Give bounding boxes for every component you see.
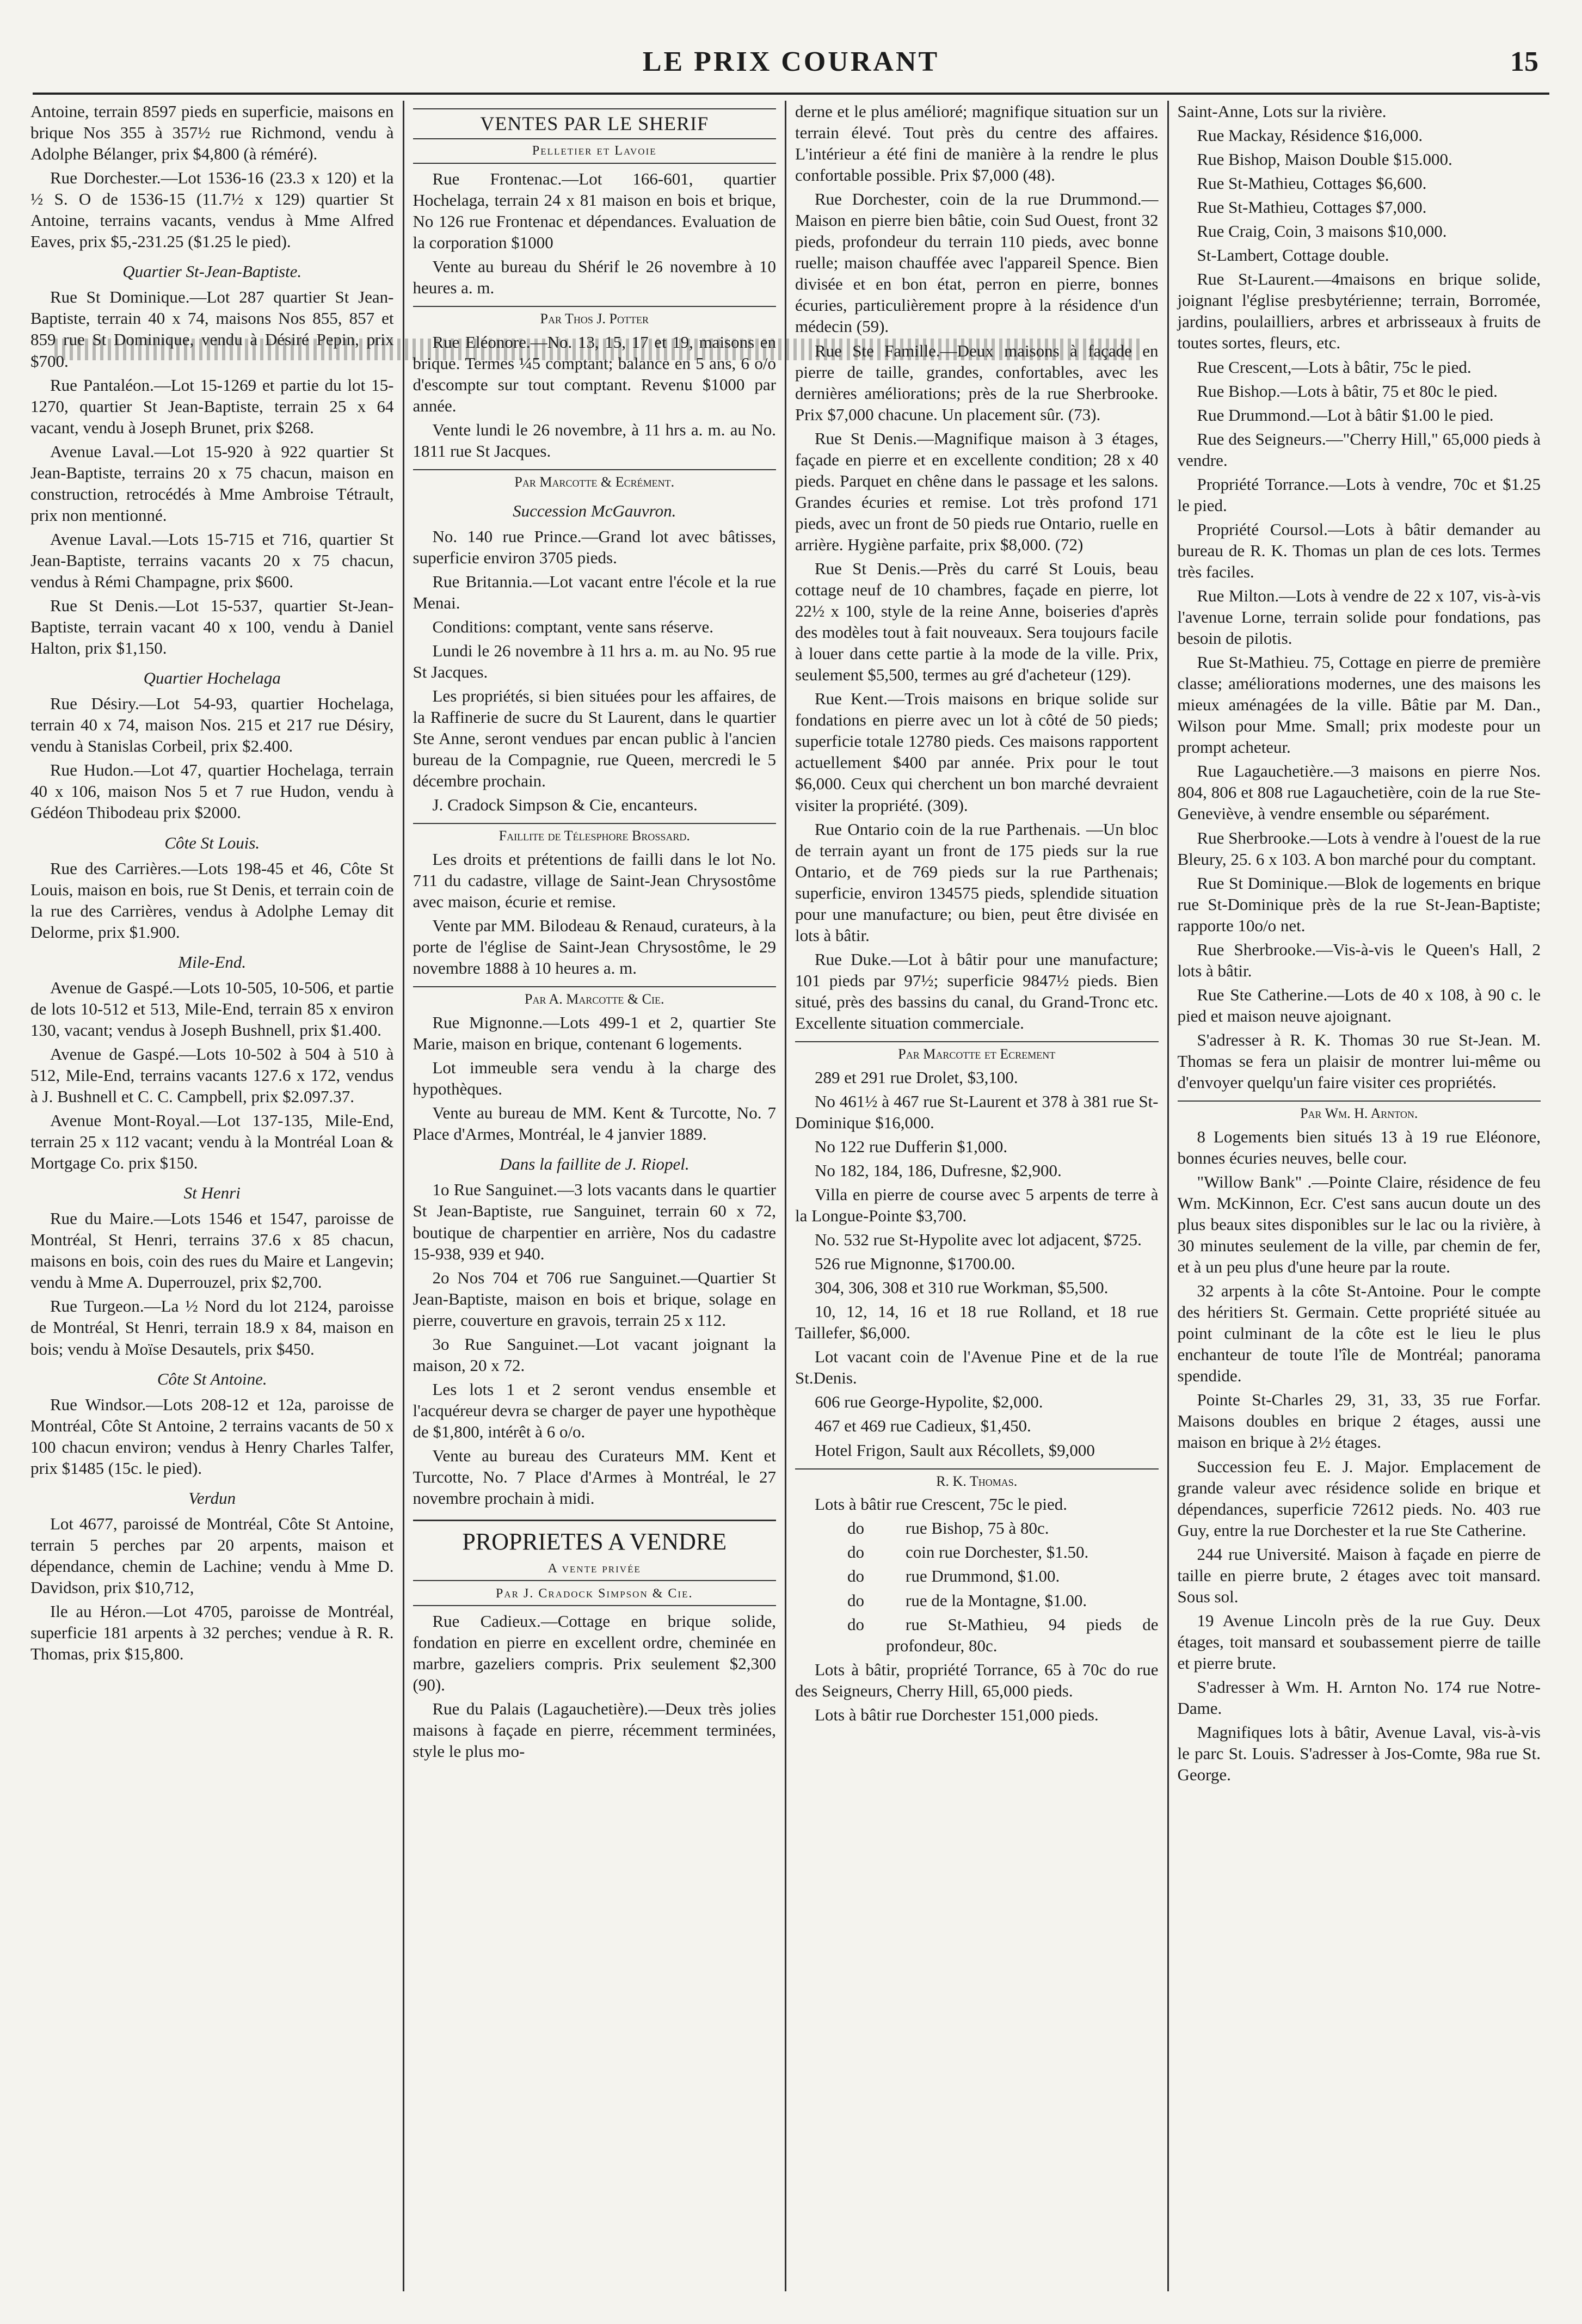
listing-paragraph: Magnifiques lots à bâtir, Avenue Laval, vis-à-vis le parc St. Louis. S'adresser à Jos-Comte, 98a rue St. George. [1177, 1723, 1541, 1785]
column-3 [786, 101, 1169, 2291]
listing-paragraph: 32 arpents à la côte St-Antoine. Pour le compte des héritiers St. Germain. Cette propriété située au point culminant de la côte est le lieu le plus enchanteur de toute l'île de Montréal; panorama spendide. [1177, 1281, 1541, 1386]
section-title: VENTES PAR LE SHERIF [413, 108, 777, 139]
listing-paragraph: Rue Ste Famille.—Deux maisons à façade en pierre de taille, grandes, confortables, avec les dernières améliorations; près de la rue Sherbrooke. Prix $7,000 chacune. Un placement sûr. (73). [795, 341, 1159, 424]
listing-paragraph: Pointe St-Charles 29, 31, 33, 35 rue Forfar. Maisons doubles en brique 2 étages, aussi une maison en brique à 2½ étages. [1177, 1390, 1541, 1452]
listing-paragraph: 2o Nos 704 et 706 rue Sanguinet.—Quartier St Jean-Baptiste, maison en bois et brique, solage en pierre, couverture en gravois, terrain 25 x 112. [413, 1268, 776, 1330]
section-title: Par J. Cradock Simpson & Cie. [413, 1585, 777, 1606]
listing-paragraph: J. Cradock Simpson & Cie, encanteurs. [432, 795, 698, 815]
listing-paragraph: Rue Crescent,—Lots à bâtir, 75c le pied. [1197, 357, 1472, 377]
listing-paragraph: No. 532 rue St-Hypolite avec lot adjacent, $725. [815, 1230, 1142, 1250]
listing-paragraph: Rue des Carrières.—Lots 198-45 et 46, Côte St Louis, maison en bois, rue St Denis, et terrain coin de la rue des Carrières, vendus à Adolphe Lemay dit Delorme, prix $1.900. [30, 858, 394, 942]
listing-paragraph: Avenue Laval.—Lots 15-715 et 716, quartier St Jean-Baptiste, terrains vacants 20 x 75 chacun, vendus à Rémi Champagne, prix $600. [30, 529, 394, 591]
listing-text: rue Bishop, 75 à 80c. [906, 1518, 1049, 1538]
listing-paragraph: Lundi le 26 novembre à 11 hrs a. m. au No. 95 rue St Jacques. [413, 641, 776, 681]
page-title: LE PRIX COURANT [642, 46, 940, 77]
listing-text: rue de la Montagne, $1.00. [906, 1590, 1087, 1610]
section-heading: Quartier Hochelaga [143, 668, 281, 688]
listing-paragraph: Rue St Dominique.—Lot 287 quartier St Jean-Baptiste, terrain 40 x 74, maisons Nos 855, 857 et 859 rue St Dominique, vendu à Désiré Pepin, prix $700. [30, 287, 394, 371]
listing-paragraph: Rue Dorchester, coin de la rue Drummond.—Maison en pierre bien bâtie, coin Sud Ouest, front 32 pieds, profondeur du terrain 110 pieds, avec bonne ruelle; maison chauffée avec l'appareil Spence. Bien divisée et en bon état, perron en pierre, bonnes écuries, particulièrement propre à la résidence d'un médecin (59). [795, 189, 1159, 336]
listing-paragraph: Hotel Frigon, Sault aux Récollets, $9,000 [815, 1440, 1095, 1460]
listing-paragraph: Rue Lagauchetière.—3 maisons en pierre Nos. 804, 806 et 808 rue Lagauchetière, coin de la rue Ste-Geneviève, à vendre ensemble ou séparément. [1177, 761, 1541, 823]
section-heading: St Henri [183, 1183, 241, 1203]
listing-line [795, 1590, 1159, 1611]
listing-paragraph: Les lots 1 et 2 seront vendus ensemble et l'acquéreur devra se charger de payer une hypothèque de $1,800, intérêt à 6 o/o. [413, 1379, 776, 1441]
ditto-mark: do [847, 1542, 864, 1562]
listing-paragraph: Rue Craig, Coin, 3 maisons $10,000. [1197, 222, 1447, 241]
column-4 [1169, 101, 1550, 2291]
section-heading: Côte St Louis. [164, 833, 260, 852]
listing-paragraph: 3o Rue Sanguinet.—Lot vacant joignant la maison, 20 x 72. [413, 1334, 776, 1375]
listing-paragraph: No 182, 184, 186, Dufresne, $2,900. [815, 1160, 1062, 1180]
listing-paragraph: Vente lundi le 26 novembre, à 11 hrs a. m. au No. 1811 rue St Jacques. [413, 420, 776, 460]
ditto-mark: do [847, 1614, 864, 1634]
listing-paragraph: 304, 306, 308 et 310 rue Workman, $5,500. [815, 1278, 1109, 1298]
section-title: Par Marcotte & Ecrément. [413, 469, 777, 491]
section-title: Par Wm. H. Arnton. [1178, 1100, 1541, 1123]
listing-paragraph: Rue Drummond.—Lot à bâtir $1.00 le pied. [1197, 405, 1494, 425]
listing-paragraph: Rue Turgeon.—La ½ Nord du lot 2124, paroisse de Montréal, St Henri, terrain 18.9 x 84, maison en bois; vendu à Moïse Desautels, prix $450. [30, 1296, 394, 1358]
listing-paragraph: Avenue de Gaspé.—Lots 10-502 à 504 à 510 à 512, Mile-End, terrains vacants 127.6 x 172, vendus à J. Bushnell et C. C. Campbell, prix $2.097.37. [30, 1044, 394, 1106]
listing-paragraph: Lot vacant coin de l'Avenue Pine et de la rue St.Denis. [795, 1347, 1159, 1388]
listing-paragraph: Rue Kent.—Trois maisons en brique solide sur fondations en pierre avec un lot à côté de 50 pieds; superficie totale 12780 pieds. Ces maisons rapportent actuellement $400 par année. Prix pour le tout $6,000. Ceux qui cherchent un bon marché devraient visiter la propriété. (309). [795, 689, 1159, 815]
section-heading: Côte St Antoine. [157, 1369, 267, 1388]
section-heading: Quartier St-Jean-Baptiste. [122, 262, 302, 281]
listing-paragraph: St-Lambert, Cottage double. [1197, 245, 1389, 265]
listing-paragraph: S'adresser à Wm. H. Arnton No. 174 rue Notre-Dame. [1177, 1677, 1541, 1718]
listing-text: rue St-Mathieu, 94 pieds de profondeur, 80c. [886, 1614, 1159, 1655]
section-title: PROPRIETES A VENDRE [413, 1520, 777, 1557]
listing-paragraph: Rue Hudon.—Lot 47, quartier Hochelaga, terrain 40 x 106, maison Nos 5 et 7 rue Hudon, vendu à Gédéon Thibodeau prix $2000. [30, 760, 394, 822]
listing-paragraph: Rue Pantaléon.—Lot 15-1269 et partie du lot 15-1270, quartier St Jean-Baptiste, terrain 25 x 64 vacant, vendu à Joseph Brunet, prix $268. [30, 375, 394, 437]
listing-paragraph: Les droits et prétentions de failli dans le lot No. 711 du cadastre, village de Saint-Jean Chrysostôme avec maison, écurie et remise. [413, 850, 776, 912]
listing-paragraph: 606 rue George-Hypolite, $2,000. [815, 1392, 1043, 1412]
section-title: Par Thos J. Potter [413, 306, 777, 328]
listing-paragraph: No 461½ à 467 rue St-Laurent et 378 à 381 rue St-Dominique $16,000. [795, 1091, 1159, 1132]
listing-paragraph: No 122 rue Dufferin $1,000. [815, 1136, 1008, 1156]
listing-paragraph: Lots à bâtir rue Crescent, 75c le pied. [815, 1495, 1067, 1514]
section-heading: Verdun [188, 1488, 236, 1508]
listing-line [795, 1565, 1159, 1587]
listing-paragraph: Rue Britannia.—Lot vacant entre l'école et la rue Menai. [413, 571, 776, 612]
listing-paragraph: Les propriétés, si bien situées pour les affaires, de la Raffinerie de sucre du St Laurent, dans le quartier Ste Anne, seront vendues par encan public à l'ancien bureau de la Compagnie, rue Queen, mercredi le 5 décembre prochain. [413, 686, 776, 791]
listing-paragraph: Saint-Anne, Lots sur la rivière. [1177, 102, 1387, 121]
section-heading: Dans la faillite de J. Riopel. [499, 1154, 690, 1174]
section-title: Par A. Marcotte & Cie. [413, 986, 777, 1009]
listing-paragraph: Propriété Torrance.—Lots à vendre, 70c et $1.25 le pied. [1177, 474, 1541, 515]
listing-paragraph: Lots à bâtir, propriété Torrance, 65 à 70c do rue des Seigneurs, Cherry Hill, 65,000 pieds. [795, 1659, 1159, 1700]
ditto-mark: do [847, 1566, 864, 1586]
listing-line [795, 1541, 1159, 1563]
listing-paragraph: "Willow Bank" .—Pointe Claire, résidence de feu Wm. McKinnon, Ecr. C'est sans aucun doute un des plus beaux sites disponibles sur le lac ou la rivière, à 30 minutes seulement de la ville, par chemin de fer, et à un peu plus d'une heure par la route. [1177, 1172, 1541, 1277]
listing-paragraph: Lots à bâtir rue Dorchester 151,000 pieds. [815, 1705, 1099, 1724]
section-title: Par Marcotte et Ecrement [795, 1041, 1159, 1063]
listing-paragraph: Rue Windsor.—Lots 208-12 et 12a, paroisse de Montréal, Côte St Antoine, 2 terrains vacants de 50 x 100 chacun environ; vendus à Henry Charles Talfer, prix $1485 (15c. le pied). [30, 1394, 394, 1478]
column-2 [404, 101, 787, 2291]
listing-paragraph: Rue St Denis.—Près du carré St Louis, beau cottage neuf de 10 chambres, façade en pierre, lot 22½ x 100, style de la reine Anne, boiseries d'après des modèles tout à fait nouveaux. Sera toujours facile à louer dans cette partie à la mode de la ville. Prix, seulement $5,500, termes au gré d'acheteur (129). [795, 558, 1159, 685]
listing-paragraph: derne et le plus amélioré; magnifique situation sur un terrain élevé. Tout près du centre des affaires. L'intérieur a été fini de manière à la rendre le plus confortable possible. Prix $7,000 (48). [795, 102, 1159, 185]
listing-paragraph: 19 Avenue Lincoln près de la rue Guy. Deux étages, toit mansard et soubassement pierre de taille et pierre brute. [1177, 1610, 1541, 1673]
listing-paragraph: Rue Dorchester.—Lot 1536-16 (23.3 x 120) et la ½ S. O de 1536-15 (11.7½ x 129) quartier St Antoine, terrains vacants, vendus à Mme Alfred Eaves, prix $5,-231.25 ($1.25 le pied). [30, 168, 394, 251]
listing-paragraph: Villa en pierre de course avec 5 arpents de terre à la Longue-Pointe $3,700. [795, 1185, 1159, 1226]
listing-paragraph: Rue St-Laurent.—4maisons en brique solide, joignant l'église presbytérienne; terrain, Borromée, jardins, poulailliers, arbres et arbrisseaux à fruits de toutes sortes, fleurs, etc. [1177, 269, 1541, 353]
listing-paragraph: Rue St-Mathieu, Cottages $7,000. [1197, 198, 1427, 217]
listing-text: rue Drummond, $1.00. [906, 1566, 1060, 1586]
listing-paragraph: 467 et 469 rue Cadieux, $1,450. [815, 1416, 1031, 1436]
listing-paragraph: Rue du Maire.—Lots 1546 et 1547, paroisse de Montréal, St Henri, terrains 37.6 x 85 chacun, maisons en bois, coin des rues du Maire et Langevin; vendu à Mme A. Duperrouzel, prix $2,700. [30, 1209, 394, 1292]
section-title: Faillite de Télesphore Brossard. [413, 823, 777, 845]
listing-paragraph: Rue Duke.—Lot à bâtir pour une manufacture; 101 pieds par 97½; superficie 9847½ pieds. Bien situé, près des bassins du canal, du Grand-Tronc etc. Excellente situation commerciale. [795, 949, 1159, 1032]
listing-paragraph: Avenue de Gaspé.—Lots 10-505, 10-506, et partie de lots 10-512 et 513, Mile-End, terrain 85 x environ 130, vacant; vendus à Joseph Bushnell, prix $1.400. [30, 977, 394, 1040]
page-number: 15 [1510, 46, 1538, 77]
column-1 [22, 101, 404, 2291]
section-title: R. K. Thomas. [795, 1468, 1159, 1491]
listing-paragraph: Propriété Coursol.—Lots à bâtir demander au bureau de R. K. Thomas un plan de ces lots. Termes très faciles. [1177, 519, 1541, 581]
listing-paragraph: Rue St Denis.—Lot 15-537, quartier St-Jean-Baptiste, terrain vacant 40 x 100, vendu à Daniel Halton, prix $1,150. [30, 596, 394, 658]
listing-paragraph: S'adresser à R. K. Thomas 30 rue St-Jean. M. Thomas se fera un plaisir de montrer lui-même ou d'envoyer quelqu'un faire visiter ces propriétés. [1177, 1030, 1541, 1092]
listing-paragraph: Vente au bureau de MM. Kent & Turcotte, No. 7 Place d'Armes, Montréal, le 4 janvier 1889. [413, 1103, 776, 1144]
listing-paragraph: 1o Rue Sanguinet.—3 lots vacants dans le quartier St Jean-Baptiste, rue Sanguinet, terrain 60 x 72, boutique de charpentier en arrière, Nos du cadastre 15-938, 939 et 940. [413, 1180, 776, 1263]
listing-paragraph: Rue St Dominique.—Blok de logements en brique rue St-Dominique près de la rue St-Jean-Baptiste; rapporte 10o/o net. [1177, 873, 1541, 935]
listing-paragraph: Rue Eléonore.—No. 13, 15, 17 et 19, maisons en brique. Termes ¼5 comptant; balance en 5 ans, 6 o/o d'escompte sur tout comptant. Revenu $1000 par année. [413, 332, 776, 415]
ditto-mark: do [847, 1518, 864, 1538]
listing-paragraph: Rue Ontario coin de la rue Parthenais. —Un bloc de terrain ayant un front de 175 pieds sur la rue Ontario, et de 769 pieds sur la rue Parthenais; superficie, environ 134575 pieds, splendide situation pour une manufacture; ou bien, peut être divisée en lots à bâtir. [795, 819, 1159, 945]
listing-paragraph: Rue Désiry.—Lot 54-93, quartier Hochelaga, terrain 40 x 74, maison Nos. 215 et 217 rue Désiry, vendu à Stanislas Corbeil, prix $2.400. [30, 694, 394, 756]
listing-paragraph: 526 rue Mignonne, $1700.00. [815, 1254, 1015, 1274]
listing-paragraph: Vente par MM. Bilodeau & Renaud, curateurs, à la porte de l'église de Saint-Jean Chrysostôme, le 29 novembre 1888 à 10 heures a. m. [413, 916, 776, 978]
listing-paragraph: Vente au bureau du Shérif le 26 novembre à 10 heures a. m. [413, 256, 776, 297]
listing-paragraph: Rue Mackay, Résidence $16,000. [1197, 126, 1423, 145]
listing-paragraph: Avenue Laval.—Lot 15-920 à 922 quartier St Jean-Baptiste, terrains 20 x 75 chacun, maison en construction, retrocédés à Mme Ambroise Tétrault, prix non mentionné. [30, 441, 394, 525]
listing-paragraph: Lot 4677, paroissé de Montréal, Côte St Antoine, terrain 5 perches par 20 arpents, maison et dépendance, chemin de Lachine; vendu à Mme D. Davidson, prix $10,712, [30, 1514, 394, 1597]
listing-paragraph: Rue St-Mathieu, Cottages $6,600. [1197, 174, 1427, 193]
listing-paragraph: Vente au bureau des Curateurs MM. Kent et Turcotte, No. 7 Place d'Armes à Montréal, le 27 novembre prochain à midi. [413, 1446, 776, 1508]
listing-line [795, 1614, 1159, 1656]
section-heading: Mile-End. [178, 952, 247, 972]
listing-paragraph: Rue Mignonne.—Lots 499-1 et 2, quartier Ste Marie, maison en brique, contenant 6 logements. [413, 1013, 776, 1054]
listing-paragraph: Rue des Seigneurs.—"Cherry Hill," 65,000 pieds à vendre. [1177, 429, 1541, 470]
listing-paragraph: Conditions: comptant, vente sans réserve. [432, 617, 714, 636]
listing-paragraph: 289 et 291 rue Drolet, $3,100. [815, 1067, 1018, 1087]
listing-paragraph: Rue Milton.—Lots à vendre de 22 x 107, vis-à-vis l'avenue Lorne, terrain solide pour fondations, pas besoin de pilotis. [1177, 586, 1541, 648]
ditto-mark: do [847, 1590, 864, 1610]
listing-paragraph: Rue Sherbrooke.—Lots à vendre à l'ouest de la rue Bleury, 25. 6 x 103. A bon marché pour du comptant. [1177, 828, 1541, 869]
listing-paragraph: Rue St Denis.—Magnifique maison à 3 étages, façade en pierre et en excellente condition; 28 x 40 pieds. Parquet en chêne dans le passage et les salons. Grandes écuries et remise. Lot très profond 171 pieds, avec un front de 50 pieds rue Ontario, ruelle en arrière. Hygiène parfaite, prix $8,000. (72) [795, 428, 1159, 554]
section-heading: Succession McGauvron. [513, 501, 676, 520]
listing-paragraph: Avenue Mont-Royal.—Lot 137-135, Mile-End, terrain 25 x 112 vacant; vendu à la Montréal Loan & Mortgage Co. prix $150. [30, 1111, 394, 1173]
listing-line [795, 1517, 1159, 1539]
listing-paragraph: Rue Bishop.—Lots à bâtir, 75 et 80c le pied. [1197, 381, 1498, 401]
listing-paragraph: 8 Logements bien situés 13 à 19 rue Eléonore, bonnes écuries neuves, belle cour. [1177, 1127, 1541, 1167]
section-title: A vente privée [413, 1560, 777, 1581]
listing-paragraph: Rue Sherbrooke.—Vis-à-vis le Queen's Hall, 2 lots à bâtir. [1177, 939, 1541, 980]
listing-paragraph: 10, 12, 14, 16 et 18 rue Rolland, et 18 rue Taillefer, $6,000. [795, 1302, 1159, 1343]
listing-paragraph: Antoine, terrain 8597 pieds en superficie, maisons en brique Nos 355 à 357½ rue Richmond, vendu à Adolphe Bélanger, prix $4,800 (à réméré). [30, 102, 394, 164]
columns [22, 101, 1549, 2291]
listing-text: coin rue Dorchester, $1.50. [906, 1542, 1089, 1562]
listing-paragraph: Rue Frontenac.—Lot 166-601, quartier Hochelaga, terrain 24 x 81 maison en bois et brique, No 126 rue Frontenac et dépendances. Evaluation de la corporation $1000 [413, 169, 776, 252]
listing-paragraph: Rue du Palais (Lagauchetière).—Deux très jolies maisons à façade en pierre, récemment terminées, style le plus mo- [413, 1699, 776, 1761]
listing-paragraph: Rue Bishop, Maison Double $15.000. [1197, 150, 1452, 169]
listing-paragraph: 244 rue Université. Maison à façade en pierre de taille en pierre brute, 2 étages avec toit mansard. Sous sol. [1177, 1544, 1541, 1606]
listing-paragraph: Lot immeuble sera vendu à la charge des hypothèques. [413, 1058, 776, 1099]
page-header [33, 33, 1549, 95]
listing-paragraph: Succession feu E. J. Major. Emplacement de grande valeur avec résidence solide en brique et dépendances, superficie 72612 pieds. No. 403 rue Guy, entre la rue Dorchester et la rue Ste Catherine. [1177, 1456, 1541, 1540]
listing-paragraph: Rue St-Mathieu. 75, Cottage en pierre de première classe; améliorations modernes, une des maisons les mieux aménagées de la ville. Bâtie par M. Dan., Wilson pour Mme. Small; prix modeste pour un prompt acheteur. [1177, 653, 1541, 757]
listing-paragraph: Rue Cadieux.—Cottage en brique solide, fondation en pierre en excellent ordre, cheminée en marbre, gazeliers compris. Prix seulement $2,300 (90). [413, 1612, 776, 1695]
listing-paragraph: Ile au Héron.—Lot 4705, paroisse de Montréal, superficie 181 arpents à 32 perches; vendue à R. R. Thomas, prix $15,800. [30, 1602, 394, 1664]
listing-paragraph: Rue Ste Catherine.—Lots de 40 x 108, à 90 c. le pied et maison neuve ajoignant. [1177, 985, 1541, 1025]
section-title: Pelletier et Lavoie [413, 143, 777, 163]
listing-paragraph: No. 140 rue Prince.—Grand lot avec bâtisses, superficie environ 3705 pieds. [413, 526, 776, 567]
